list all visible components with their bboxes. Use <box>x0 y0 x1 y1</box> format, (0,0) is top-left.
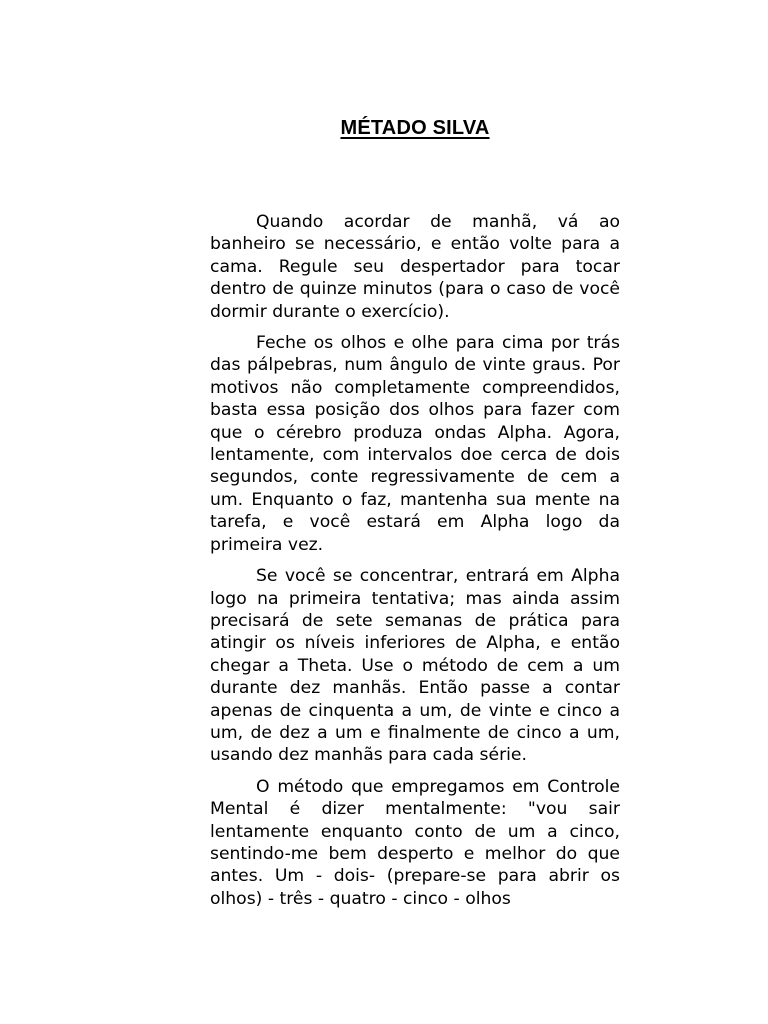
paragraph: O método que empregamos em Controle Mental é dizer mentalmente: "vou sair lentamente enquanto conto de um a cinco, sentindo-me bem desperto e melhor do que antes. Um - dois- (prepare-se para abrir os olhos) - três - quatro - cinco - olhos <box>210 776 620 909</box>
paragraph: Se você se concentrar, entrará em Alpha logo na primeira tentativa; mas ainda assim precisará de sete semanas de prática para atingir os níveis inferiores de Alpha, e então chegar a Theta. Use o método de cem a um durante dez manhãs. Então passe a contar apenas de cinquenta a um, de vinte e cinco a um, de dez a um e finalmente de cinco a um, usando dez manhãs para cada série. <box>210 566 620 766</box>
document-body <box>210 211 620 919</box>
paragraph: Quando acordar de manhã, vá ao banheiro se necessário, e então volte para a cama. Regule seu despertador para tocar dentro de quinze minutos (para o caso de você dormir durante o exercício). <box>210 212 620 322</box>
document-title: MÉTADO SILVA <box>340 117 490 139</box>
paragraph: Feche os olhos e olhe para cima por trás das pálpebras, num ângulo de vinte graus. Por motivos não completamente compreendidos, basta essa posição dos olhos para fazer com que o cérebro produza ondas Alpha. Agora, lentamente, com intervalos doe cerca de dois segundos, conte regressivamente de cem a um. Enquanto o faz, mantenha sua mente na tarefa, e você estará em Alpha logo da primeira vez. <box>210 333 620 555</box>
